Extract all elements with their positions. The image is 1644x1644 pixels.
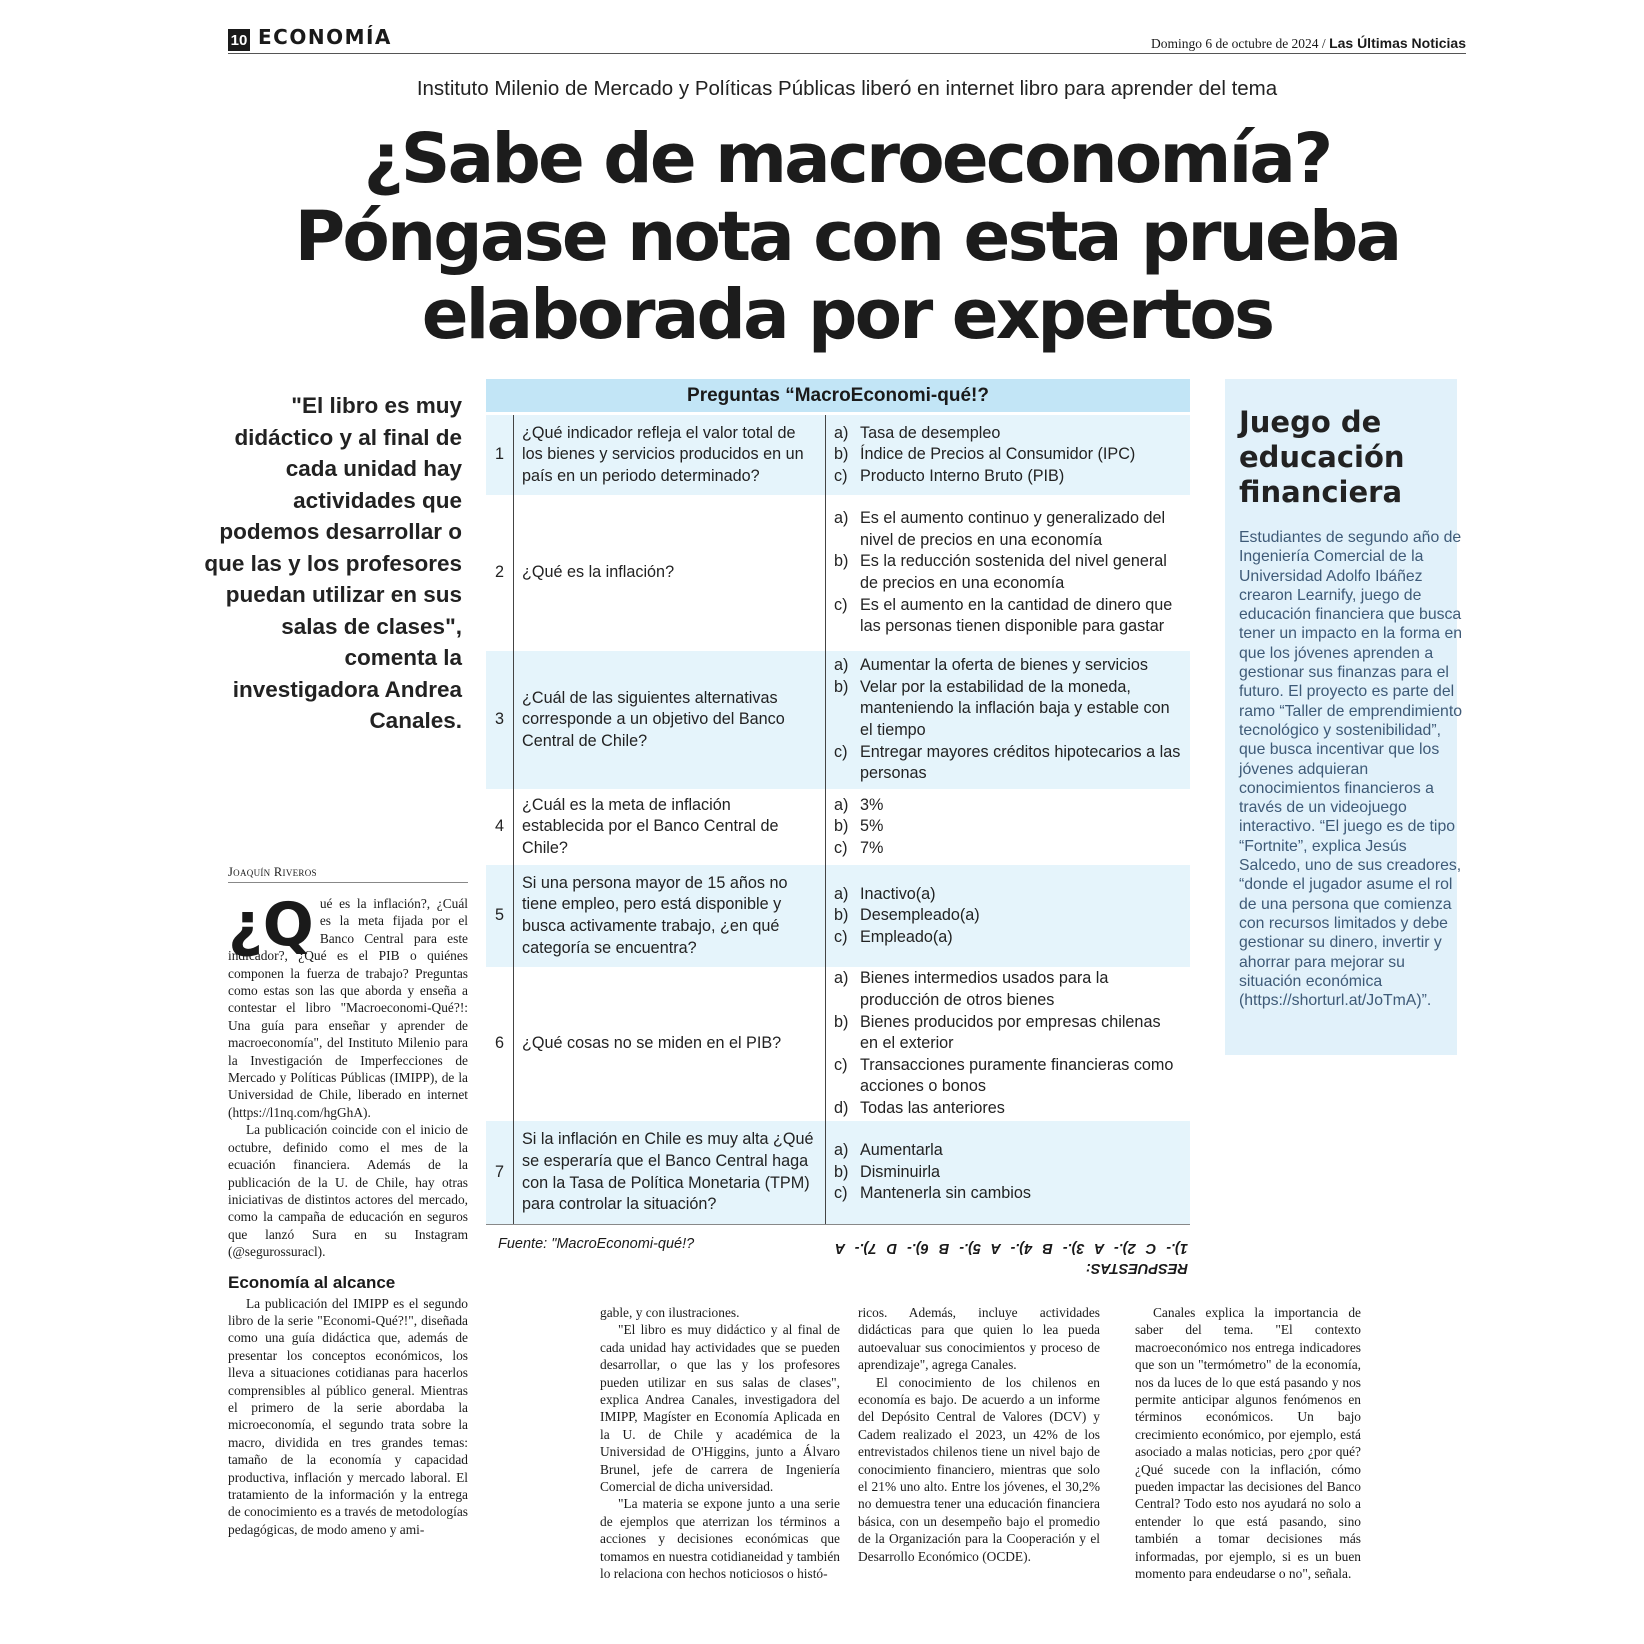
option-text: Mantenerla sin cambios	[860, 1184, 1031, 1203]
question-text: ¿Qué cosas no se miden en el PIB?	[514, 967, 826, 1121]
article-column-4	[1135, 1304, 1361, 1583]
answer-option	[834, 1012, 1182, 1055]
option-letter: a)	[834, 1141, 849, 1160]
page-number: 10	[228, 29, 250, 51]
option-text: Aumentarla	[860, 1141, 943, 1160]
quiz-bottom-rule	[486, 1224, 1190, 1225]
question-text: ¿Qué es la inflación?	[514, 495, 826, 651]
question-options	[826, 967, 1190, 1121]
quiz-question-row	[486, 495, 1190, 651]
answer-option	[834, 423, 1182, 445]
option-letter: b)	[834, 906, 849, 925]
question-number: 4	[486, 789, 514, 865]
answer-option	[834, 884, 1182, 906]
byline-rule	[228, 882, 468, 883]
question-number: 2	[486, 495, 514, 651]
option-text: Es la reducción sostenida del nivel general de precios en una economía	[860, 552, 1167, 592]
article-paragraph: El conocimiento de los chilenos en economía es bajo. De acuerdo a un informe del Depósito Central de Valores (DCV) y Cadem realizado el 2023, un 42% de los entrevistados chilenos tiene un nivel bajo de conocimiento financiero, mientras que solo el 21% uno alto. Entre los jóvenes, el 30,2% no demuestra tener una educación financiera básica, con un desempeño bajo el promedio de la Organización para la Cooperación y el Desarrollo Económico (OCDE).	[858, 1374, 1100, 1564]
answer-option	[834, 927, 1182, 949]
quiz-question-row	[486, 651, 1190, 789]
question-options	[826, 789, 1190, 865]
answer-option	[834, 742, 1182, 785]
article-paragraph: La publicación del IMIPP es el segundo libro de la serie "Economi-Qué?!", diseñada como una guía didáctica que, además de presentar los conceptos económicos, los lleva a situaciones cotidianas para hacerlos comprensibles al público general. Mientras el primero de la serie abordaba la microeconomía, el segundo trata sobre la macro, dividida en tres grandes temas: tamaño de la economía y capacidad productiva, inflación y mercado laboral. El tratamiento de la información y la entrega de conocimiento es a través de metodologías pedagógicas, de modo ameno y ami-	[228, 1295, 468, 1537]
answer-option	[834, 1183, 1182, 1205]
option-text: Bienes intermedios usados para la producción de otros bienes	[860, 969, 1109, 1010]
question-number: 5	[486, 865, 514, 967]
option-letter: b)	[834, 552, 849, 571]
article-paragraph: ¿Q ué es la inflación?, ¿Cuál es la meta fijada por el Banco Central para este indicador?, ¿Qué es el PIB o quiénes componen la fuerza de trabajo? Preguntas como estas son las que aborda y enseña a contestar el libro "Macroeconomi-Qué?!: Una guía para enseñar y aprender de macroeconomía", del Instituto Milenio para la Investigación de Imperfecciones de Mercado y Políticas Públicas (IMIPP), de la Universidad de Chile, liberado en internet (https://l1nq.com/hgGhA).	[228, 890, 468, 1120]
option-text: Entregar mayores créditos hipotecarios a las personas	[860, 742, 1181, 783]
answer-option	[834, 1162, 1182, 1184]
sidebar-title: Juego de educación financiera	[1239, 405, 1405, 509]
answer-option	[834, 508, 1182, 551]
option-letter: b)	[834, 1012, 849, 1031]
question-options	[826, 415, 1190, 495]
answer-option	[834, 838, 1182, 860]
drop-cap: ¿Q	[228, 890, 314, 960]
answer-option	[834, 466, 1182, 488]
question-options	[826, 1121, 1190, 1224]
article-paragraph: "La materia se expone junto a una serie de ejemplos que aterrizan los términos a acciones y decisiones económicas que tomamos en nuestra cotidianeidad y también lo relaciona con hechos noticiosos o histó-	[600, 1496, 840, 1582]
option-text: Empleado(a)	[860, 927, 953, 946]
option-letter: d)	[834, 1098, 849, 1117]
answer-option	[834, 968, 1182, 1011]
answer-option	[834, 444, 1182, 466]
question-number: 7	[486, 1121, 514, 1224]
question-text: ¿Qué indicador refleja el valor total de los bienes y servicios producidos en un país en un periodo determinado?	[514, 415, 826, 495]
option-text: 3%	[860, 795, 884, 814]
option-letter: a)	[834, 795, 849, 814]
option-letter: c)	[834, 466, 848, 485]
answers-label: RESPUESTAS:	[1085, 1260, 1188, 1276]
option-text: Disminuirla	[860, 1162, 941, 1181]
option-letter: c)	[834, 838, 848, 857]
article-paragraph: Canales explica la importancia de saber del tema. "El contexto macroeconómico nos entrega indicadores que son un "termómetro" de la economía, nos da luces de lo que está pasando y nos permite anticipar algunos fenómenos en términos económicos. Un bajo crecimiento económico, por ejemplo, está asociado a malas noticias, pero ¿por qué? ¿Qué sucede con la inflación, cómo pueden impactar las decisiones del Banco Central? Todo esto nos ayudará no solo a entender lo que está pasando, sino también a tomar decisiones más informadas, por ejemplo, si es un buen momento para endeudarse o no", señala.	[1135, 1305, 1361, 1582]
quiz-rows	[486, 415, 1190, 1224]
article-subhead: Economía al alcance	[228, 1272, 396, 1292]
option-letter: a)	[834, 656, 849, 675]
question-options	[826, 865, 1190, 967]
issue-date: Domingo 6 de octubre de 2024 /	[1150, 36, 1326, 51]
question-number: 3	[486, 651, 514, 789]
option-letter: b)	[834, 445, 849, 464]
article-paragraph: "El libro es muy didáctico y al final de cada unidad hay actividades que se pueden desarrollar, o que las y los profesores pueden utilizar en sus salas de clases", explica Andrea Canales, investigadora del IMIPP, Magíster en Economía Aplicada en la U. de Chile y académica de la Universidad de O'Higgins, junto a Álvaro Brunel, jefe de carrera de Ingeniería Comercial de dicha universidad.	[600, 1322, 840, 1495]
option-letter: a)	[834, 423, 849, 442]
option-text: Tasa de desempleo	[860, 423, 1001, 442]
quiz-title: Preguntas “MacroEconomi-qué!?	[486, 379, 1190, 412]
answer-option	[834, 1055, 1182, 1098]
question-text: ¿Cuál es la meta de inflación establecida por el Banco Central de Chile?	[514, 789, 826, 865]
article-paragraph: ricos. Además, incluye actividades didácticas para que quien lo lea pueda autoevaluar sus conocimientos y proceso de aprendizaje", agrega Canales.	[858, 1305, 1100, 1373]
option-text: Todas las anteriores	[860, 1098, 1005, 1117]
sidebar-body: Estudiantes de segundo año de Ingeniería Comercial de la Universidad Adolfo Ibáñez crearon Learnify, juego de educación financiera que busca tener un impacto en la forma en que los jóvenes aprenden a gestionar sus finanzas para el futuro. El proyecto es parte del ramo “Taller de emprendimiento tecnológico y sostenibilidad”, que busca incentivar que los jóvenes adquieran conocimientos financieros a través de un videojuego interactivo. “El juego es de tipo “Fortnite”, explica Jesús Salcedo, uno de sus creadores, “donde el jugador asume el rol de una persona que comienza con recursos limitados y debe gestionar su dinero, invertir y ahorrar para mejorar su situación económica (https://shorturl.at/JoTmA)”.	[1239, 529, 1463, 1010]
answer-option	[834, 655, 1182, 677]
option-text: Producto Interno Bruto (PIB)	[860, 466, 1065, 485]
article-column-1	[228, 890, 468, 1538]
headline-line-2: Póngase nota con esta prueba	[294, 197, 1400, 277]
pull-quote: "El libro es muy didáctico y al final de cada unidad hay actividades que podemos desarrollar o que las y los profesores puedan utilizar en sus salas de clases", comenta la investigadora Andrea Canales.	[204, 393, 462, 733]
answer-option	[834, 1098, 1182, 1120]
answer-option	[834, 595, 1182, 638]
article-paragraph: gable, y con ilustraciones.	[600, 1305, 740, 1320]
option-text: Índice de Precios al Consumidor (IPC)	[860, 445, 1136, 464]
option-letter: a)	[834, 509, 849, 528]
kicker: Instituto Milenio de Mercado y Políticas Públicas liberó en internet libro para aprender del tema	[416, 77, 1278, 100]
option-text: Es el aumento en la cantidad de dinero que las personas tienen disponible para gastar	[860, 595, 1173, 636]
headline	[228, 120, 1466, 354]
question-text: Si una persona mayor de 15 años no tiene empleo, pero está disponible y busca activamente trabajo, ¿en qué categoría se encuentra?	[514, 865, 826, 967]
option-text: 5%	[860, 817, 884, 836]
quiz-question-row	[486, 789, 1190, 865]
byline: Joaquín Riveros	[228, 865, 317, 879]
option-text: Transacciones puramente financieras como acciones o bonos	[860, 1055, 1174, 1096]
option-letter: c)	[834, 927, 848, 946]
question-options	[826, 651, 1190, 789]
quiz-question-row	[486, 1121, 1190, 1224]
answer-option	[834, 795, 1182, 817]
article-column-3	[858, 1304, 1100, 1565]
answers-list: 1).- C 2).- A 3).- B 4).- A 5).- B 6).- D 7).- A	[834, 1240, 1188, 1256]
option-text: Es el aumento continuo y generalizado del nivel de precios en una economía	[860, 509, 1166, 549]
option-letter: a)	[834, 884, 849, 903]
answer-option	[834, 551, 1182, 594]
quiz-answers	[780, 1238, 1188, 1278]
option-letter: c)	[834, 595, 848, 614]
sidebar-box	[1225, 379, 1463, 1055]
option-letter: c)	[834, 1184, 848, 1203]
quiz-question-row	[486, 415, 1190, 495]
answer-option	[834, 816, 1182, 838]
answer-option	[834, 677, 1182, 742]
question-text: Si la inflación en Chile es muy alta ¿Qué se esperaría que el Banco Central haga con la Tasa de Política Monetaria (TPM) para controlar la situación?	[514, 1121, 826, 1224]
article-paragraph: La publicación coincide con el inicio de octubre, definido como el mes de la ecuación financiera. Además de la publicación de la U. de Chile, hay otras iniciativas de distintos actores del mercado, como la campaña de educación en seguros que lanzó Sura en su Instagram (@segurossuracl).	[228, 1122, 468, 1260]
option-letter: b)	[834, 677, 849, 696]
option-letter: b)	[834, 1162, 849, 1181]
section-name: ECONOMÍA	[258, 25, 392, 49]
option-text: Aumentar la oferta de bienes y servicios	[860, 656, 1148, 675]
option-text: Inactivo(a)	[860, 884, 936, 903]
quiz-question-row	[486, 967, 1190, 1121]
option-letter: c)	[834, 1055, 848, 1074]
quiz-question-row	[486, 865, 1190, 967]
answer-option	[834, 1140, 1182, 1162]
option-letter: a)	[834, 969, 849, 988]
header-rule	[228, 53, 1466, 54]
answer-option	[834, 905, 1182, 927]
quiz-table	[486, 379, 1190, 1225]
option-letter: b)	[834, 817, 849, 836]
question-options	[826, 495, 1190, 651]
question-text: ¿Cuál de las siguientes alternativas corresponde a un objetivo del Banco Central de Chile?	[514, 651, 826, 789]
article-column-2	[600, 1304, 840, 1583]
option-text: Desempleado(a)	[860, 906, 980, 925]
dateline	[1151, 35, 1466, 52]
option-text: 7%	[860, 838, 884, 857]
question-number: 1	[486, 415, 514, 495]
headline-line-1: ¿Sabe de macroeconomía?	[363, 119, 1331, 199]
option-text: Bienes producidos por empresas chilenas en el exterior	[860, 1012, 1161, 1053]
publication-name: Las Últimas Noticias	[1329, 35, 1466, 51]
option-text: Velar por la estabilidad de la moneda, manteniendo la inflación baja y estable con el tiempo	[860, 677, 1170, 739]
headline-line-3: elaborada por expertos	[421, 275, 1273, 355]
quiz-source: Fuente: "MacroEconomi-qué!?	[498, 1236, 695, 1252]
option-letter: c)	[834, 742, 848, 761]
question-number: 6	[486, 967, 514, 1121]
